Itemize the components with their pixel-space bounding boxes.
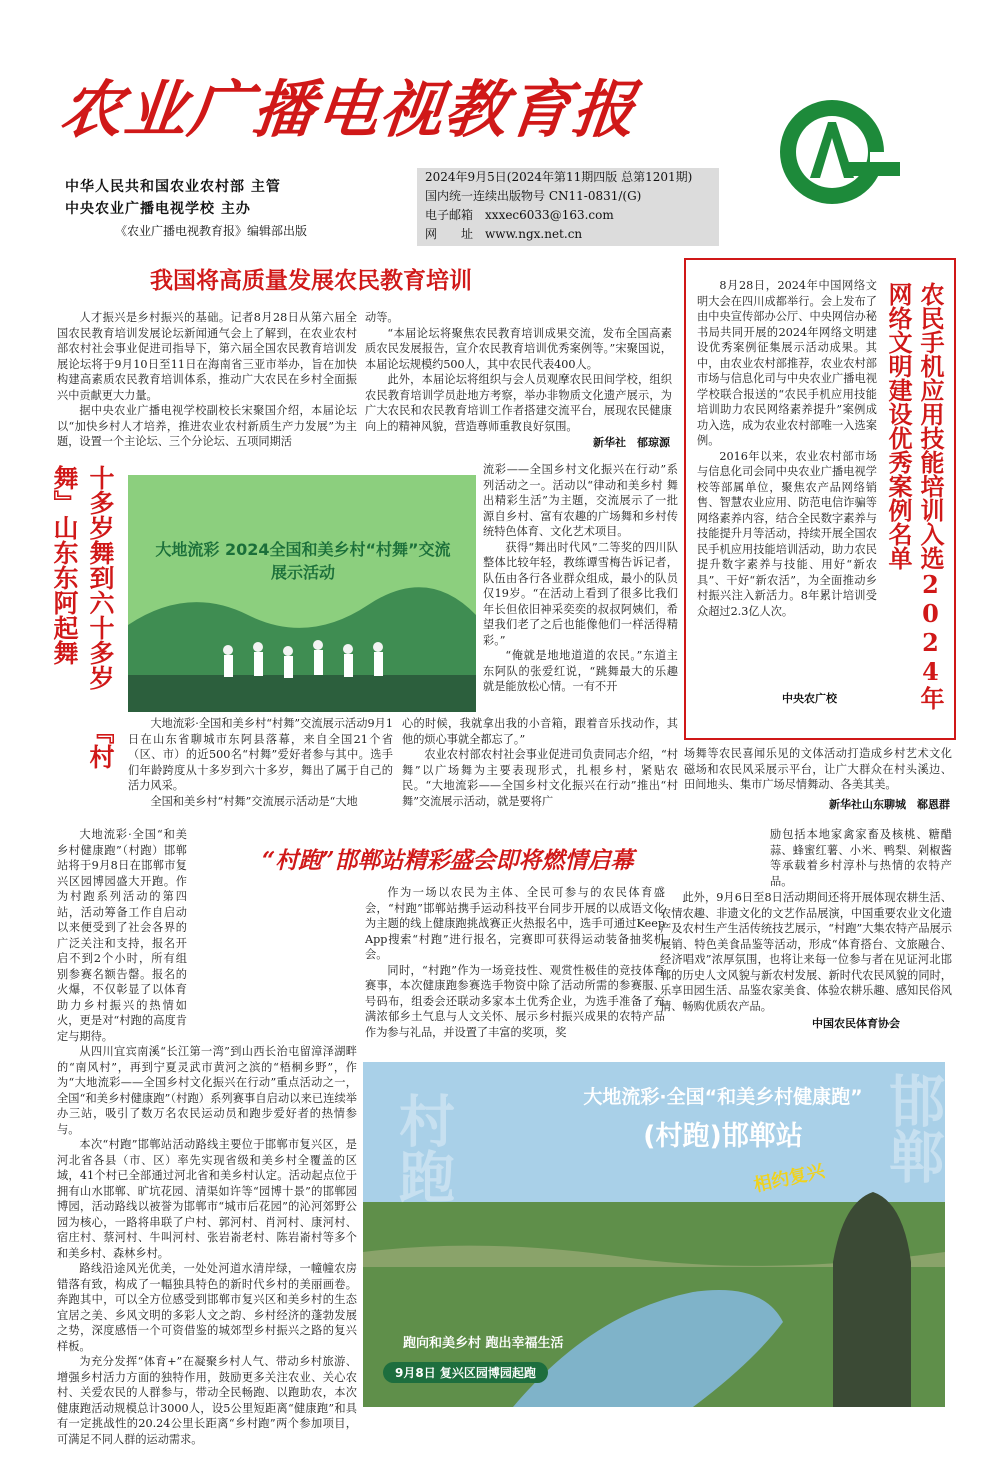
article2-right-bottom (684, 746, 952, 796)
poster-side-right: 邯郸 (880, 1072, 946, 1184)
article3-para7: 同时，“村跑”作为一场竞技性、观赏性极佳的竞技体育赛事，本次健康跑参赛选手物资中除了活动所需的参赛服、号码布，组委会还联动多家本土优秀企业，为选手准备了充满浓郁乡土气息与人文关怀、展示乡村振兴成果的农特产品作为参与礼品，并设置了丰富的奖项，奖 (365, 963, 665, 1039)
article2-para4: 大地流彩·全国和美乡村“村舞”交流展示活动9月1日在山东省聊城市东阿县落幕，来自全国21个省（区、市）的近500名“村舞”爱好者参与其中。选手们年龄跨度从十多岁到六十多岁，舞出了属于自己的活力风采。 (128, 717, 393, 792)
sidebar-para1: 8月28日，2024年中国网络文明大会在四川成都举行。会上发布了由中央宣传部办公厅、中央网信办秘书局共同开展的2024年网络文明建设优秀案例征集展示活动成果。其中，由农业农村部推荐，农业农村部市场与信息化司与中央农业广播电视学校联合报送的“农民手机应用技能培训助力农民网络素养提升”案例成功入选，成为农业农村部唯一入选案例。 (697, 279, 877, 447)
sidebar-text (697, 278, 877, 713)
article2-byline: 新华社山东聊城 郗恩群 (829, 798, 950, 811)
article3-title: “村跑”邯郸站精彩盛会即将燃情启幕 (262, 847, 634, 874)
article3-col3 (660, 890, 952, 1013)
sponsor-line-2: 中央农业广播电视学校 主办 (65, 201, 251, 217)
article2-right-col (483, 462, 678, 714)
email-value[interactable]: xxxec6033@163.com (485, 208, 614, 222)
newspaper-logo-icon (770, 92, 910, 212)
article3-col1 (57, 827, 357, 1446)
article3-para4: 路线沿途风光优美，一处处河道水清岸绿，一幢幢农房错落有致，构成了一幅独具特色的新时代乡村的美丽画卷。奔跑其中，可以全方位感受到邯郸市复兴区和美乡村的生态宜居之美、乡风文明的多彩人文之韵、乡村经济的蓬勃发展之势，深度感悟一个可资借鉴的城郊型乡村振兴之路的复兴样板。 (57, 1262, 357, 1353)
masthead-title: 农业广播电视教育报 (56, 73, 641, 146)
article2-left-bottom (128, 716, 393, 812)
cunpao-poster (363, 1062, 945, 1407)
article2-para3: “俺就是地地道道的农民。”东道主东阿队的张爱红说，“跳舞最大的乐趣就是能放松心情。一有不开 (483, 649, 678, 693)
sidebar-byline: 中央农广校 (782, 692, 837, 705)
editor-line: 《农业广播电视教育报》编辑部出版 (115, 224, 308, 238)
article2-para2: 获得“舞出时代风”二等奖的四川队整体比较年轻，教练谭雪梅告诉记者，队伍由各行各业群众组成，最小的队员仅19岁。“在活动上看到了很多比我们年长但依旧神采奕奕的叔叔阿姨们，希望我们老了之后也能像他们一样活得精彩。” (483, 540, 678, 647)
article3-para9: 此外，9月6日至8日活动期间还将开展体现农耕生活、农情农趣、非遗文化的文艺作品展演，中国重要农业文化遗产及农村生产生活传统技艺展示，“村跑”大集农特产品展示展销、特色美食品鉴等活动，形成“体育搭台、文旅融合、经济唱戏”浓厚氛围，也将让来每一位参与者在见证河北邯郸的历史人文风貌与新农村发展、新时代农民风貌的同时，乐享田园生活、品鉴农家美食、体验农耕乐趣、感知民俗风情、畅购优质农产品。 (660, 891, 952, 1013)
article1-byline: 新华社 郁琼源 (593, 436, 670, 449)
article3-byline: 中国农民体育协会 (812, 1017, 900, 1030)
issue-web (417, 225, 719, 244)
article1-para3: 动等。 (365, 311, 399, 324)
email-label: 电子邮箱 (425, 208, 474, 222)
article2-para1: 流彩——全国乡村文化振兴在行动”系列活动之一。活动以“律动和美乡村 舞出精彩生活”为主题，交流展示了一批源自乡村、富有农趣的广场舞和乡村传统特色体育、文化艺术项目。 (483, 463, 678, 538)
issue-email (417, 206, 719, 225)
article1-col2 (365, 310, 672, 433)
web-value[interactable]: www.ngx.net.cn (485, 227, 583, 241)
poster-date-banner: 9月8日 复兴区园博园起跑 (383, 1362, 548, 1383)
article3-col2 (365, 885, 665, 1050)
article1-title: 我国将高质量发展农民教育培训 (150, 267, 472, 294)
issue-issn: 国内统一连续出版物号 CN11-0831/(G) (425, 189, 642, 203)
poster-tag: 相约复兴 (751, 1160, 827, 1197)
article3-col3-top (770, 827, 952, 887)
poster-side-left: 村跑 (390, 1092, 456, 1204)
poster-slogan: 跑向和美乡村 跑出幸福生活 (403, 1336, 564, 1351)
article3-para1: 大地流彩·全国“和美乡村健康跑”（村跑）邯郸站将于9月8日在邯郸市复兴区园博园盛大开跑。作为村跑系列活动的第四站，活动筹备工作自启动以来便受到了社会各界的广泛关注和支持，报名开启不到2个小时，所有组别参赛名额告罄。报名的火爆，不仅彰显了以体育助力乡村振兴的热情如火，更是对“村跑的高度肯定与期待。 (57, 828, 187, 1043)
article1-para4: “本届论坛将聚焦农民教育培训成果交流，发布全国高素质农民发展报告，宣介农民教育培训优秀案例等。”宋聚国说，本届论坛规模约500人，其中农民代表400人。 (365, 326, 672, 371)
article1-para2: 据中央农业广播电视学校副校长宋聚国介绍，本届论坛以“加快乡村人才培养，推进农业农村新质生产力发展”为主题，设置一个主论坛、三个分论坛、五项同期活 (57, 404, 357, 448)
sponsor-line-1: 中华人民共和国农业农村部 主管 (65, 179, 281, 195)
article2-photo (128, 475, 476, 712)
dance-stage-image (128, 475, 476, 712)
article2-para5: 全国和美乡村“村舞”交流展示活动是“大地 (150, 794, 358, 808)
article1-col1 (57, 310, 357, 448)
article1-para5: 此外，本届论坛将组织与会人员观摩农民田间学校，组织农民教育培训学员赴地方考察，举办非物质文化遗产展示，为广大农民和农民教育培训工作者搭建交流平台，展现农民健康向上的精神风貌，营造尊师重教良好氛围。 (365, 373, 672, 433)
article2-vertical-title: 十多岁舞到六十多岁 『村舞』山东东阿起舞 (50, 465, 115, 769)
issue-info-box (417, 168, 719, 246)
article2-para7: 农业农村部农村社会事业促进司负责同志介绍，“村舞”以广场舞为主要表现形式，扎根乡村，紧贴农民。“大地流彩——全国乡村文化振兴在行动”推出“村舞”交流展示活动，就是要将广 (402, 748, 678, 808)
poster-line1: 大地流彩·全国“和美乡村健康跑” (583, 1086, 863, 1108)
article2-para8: 场舞等农民喜闻乐见的文体活动打造成乡村艺术文化磁场和农民风采展示平台，让广大群众在村头溪边、田间地头、集市广场尽情舞动、各美其美。 (684, 747, 952, 791)
article2-para6: 心的时候，我就拿出我的小音箱，跟着音乐找动作，其他的烦心事就全都忘了。” (402, 717, 678, 746)
poster-line2: (村跑)邯郸站 (643, 1121, 803, 1152)
article3-para6: 作为一场以农民为主体、全民可参与的农民体育盛会，“村跑”邯郸站携手运动科技平台同步开展的以成语文化为主题的线上健康跑挑战赛正火热报名中，选手可通过Keep App搜索“村跑”进行报名，完赛即可获得运动装备抽奖机会。 (365, 886, 665, 961)
photo1-caption: 大地流彩 2024全国和美乡村“村舞”交流展示活动 (155, 540, 451, 582)
article1-para1: 人才振兴是乡村振兴的基础。记者8月28日从第六届全国农民教育培训发展论坛新闻通气会上了解到，在农业农村部农村社会事业促进司指导下，第六届全国农民教育培训发展论坛将于9月10日至11日在海南省三亚市举办，旨在加快构建高素质农民教育培训体系，推动广大农民在乡村全面振兴中贡献更大力量。 (57, 311, 357, 402)
article3-para5: 为充分发挥“体育+”在凝聚乡村人气、带动乡村旅游、增强乡村活力方面的独特作用，鼓励更多关注农业、关心农村、关爱农民的人群参与，带动全民畅跑、以跑助农，本次健康跑活动规模总计3000人，设5公里短距离“健康跑”和具有一定挑战性的20.24公里长距离“乡村跑”两个参加项目，可满足不同人群的运动需求。 (57, 1355, 357, 1446)
web-label: 网 址 (425, 227, 474, 241)
article3-para3: 本次“村跑”邯郸站活动路线主要位于邯郸市复兴区，是河北省各县（市、区）率先实现省级和美乡村全覆盖的区域，41个村已全部通过河北省和美乡村认定。活动起点位于拥有山水邯郸、旷坑花园、清渠如许等“园博十景”的邯郸园博园，活动路线以被誉为邯郸市“城市后花园”的沁河郊野公园为核心，一路将串联了户村、郭河村、肖河村、康河村、宿庄村、蔡河村、牛叫河村、张岩嵛老村、陈岩嵛村等多个和美乡村、森林乡村。 (57, 1138, 357, 1260)
sidebar-vertical-title: 农民手机应用技能培训入选2024年网络文明建设优秀案例名单 (884, 282, 945, 710)
article3-para8: 励包括本地家禽家畜及核桃、糖醋蒜、蜂蜜红薯、小米、鸭梨、剁椒酱等承载着乡村淳朴与热情的农特产品。 (770, 828, 952, 888)
article3-para2: 从四川宜宾南溪“长江第一湾”到山西长治屯留漳泽湖畔的“南风村”，再到宁夏灵武市黄河之滨的“梧桐乡野”，作为“大地流彩——全国乡村文化振兴在行动”重点活动之一，全国“和美乡村健康跑”（村跑）系列赛事自启动以来已连续举办三站，吸引了数万名农民运动员和跑步爱好者的热情参与。 (57, 1045, 357, 1136)
article2-mid-bottom (402, 716, 678, 812)
issue-date: 2024年9月5日(2024年第11期四版 总第1201期) (425, 170, 693, 184)
sidebar-para2: 2016年以来，农业农村部市场与信息化司会同中央农业广播电视学校等部属单位，聚焦农产品网络销售、智慧农业应用、防范电信诈骗等网络素养内容，结合全民数字素养与技能提升月等活动，持续开展全国农民手机应用技能培训活动，助力农民提升数字素养与技能、用好“新农具”、干好“新农活”，为全面推动乡村振兴注入新活力。8年累计培训受众超过2.3亿人次。 (697, 449, 877, 618)
